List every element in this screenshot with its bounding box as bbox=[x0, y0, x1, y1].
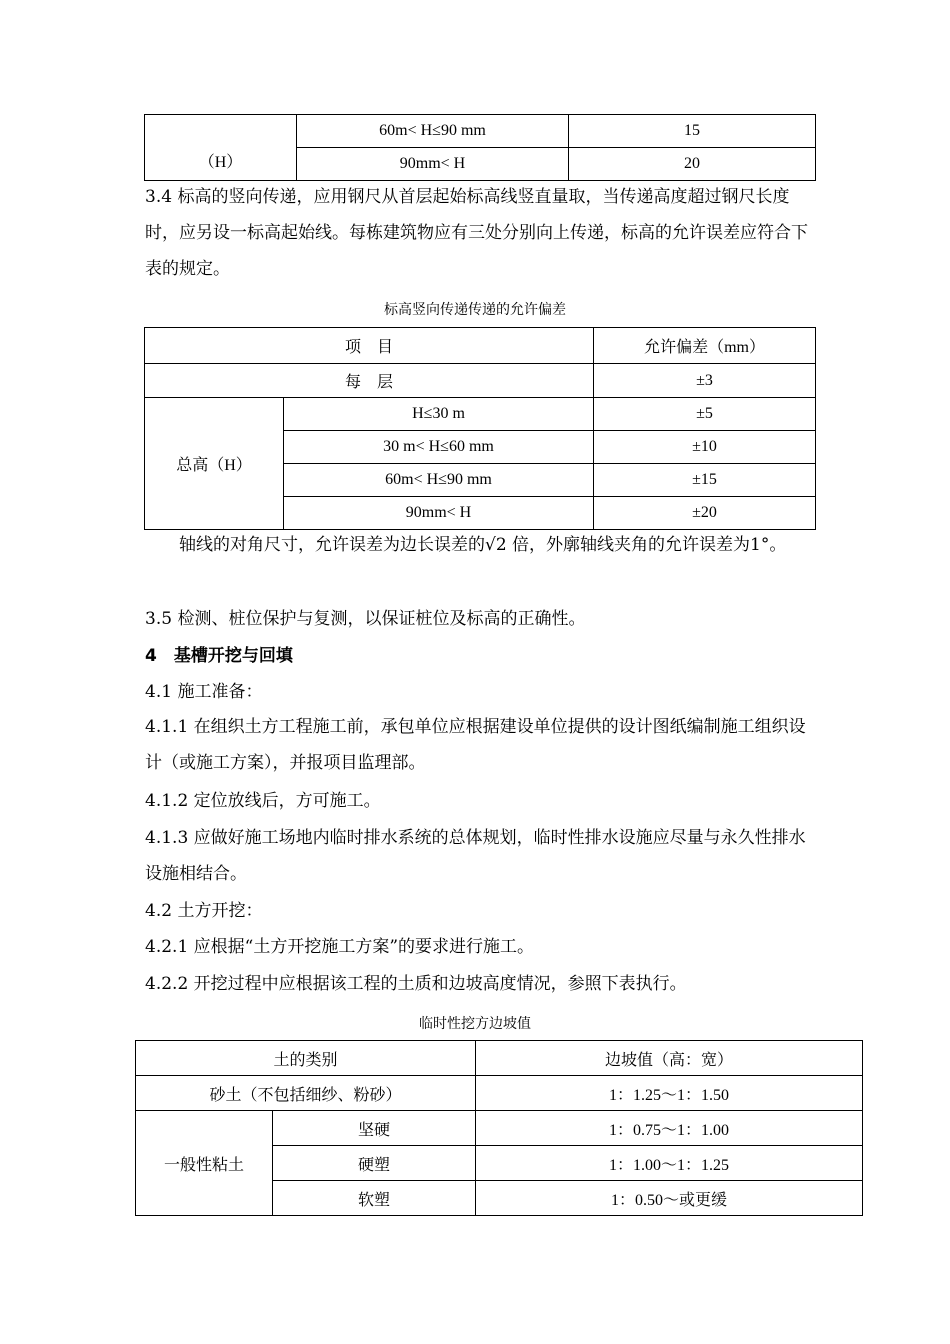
table3-state-cell: 硬塑 bbox=[273, 1146, 476, 1181]
paragraph-4-1-1: 4.1.1 在组织土方工程施工前，承包单位应根据建设单位提供的设计图纸编制施工组织设计（或施工方案），并报项目监理部。 bbox=[145, 717, 806, 773]
table2-range-cell: 30 m< H≤60 mm bbox=[284, 431, 594, 464]
table1-value-cell: 20 bbox=[569, 148, 816, 181]
paragraph-axis-tolerance: 轴线的对角尺寸，允许误差为边长误差的√2 倍，外廓轴线夹角的允许误差为1°。 bbox=[179, 535, 787, 555]
table3-caption: 临时性挖方边坡值 bbox=[419, 1016, 531, 1032]
table2-header-item: 项 目 bbox=[145, 328, 594, 364]
paragraph-4-2-2: 4.2.2 开挖过程中应根据该工程的土质和边坡高度情况，参照下表执行。 bbox=[145, 974, 687, 994]
table2-value-cell: ±10 bbox=[594, 431, 816, 464]
table3-value-cell: 1：1.00～1：1.25 bbox=[476, 1146, 863, 1181]
height-tolerance-table-continued bbox=[144, 114, 816, 181]
table2-header-tolerance: 允许偏差（mm） bbox=[594, 328, 816, 364]
table3-sand-value: 1：1.25～1：1.50 bbox=[476, 1076, 863, 1111]
paragraph-4-1-2: 4.1.2 定位放线后，方可施工。 bbox=[145, 791, 381, 811]
table1-range-cell: 60m< H≤90 mm bbox=[297, 115, 569, 148]
section-heading-4: 4 基槽开挖与回填 bbox=[145, 646, 293, 666]
table1-label-cell: （H） bbox=[145, 115, 297, 181]
table3-header-slope: 边坡值（高：宽） bbox=[476, 1041, 863, 1076]
temporary-excavation-slope-table bbox=[135, 1040, 863, 1216]
elevation-transfer-tolerance-table bbox=[144, 327, 816, 530]
paragraph-3-4: 3.4 标高的竖向传递，应用钢尺从首层起始标高线竖直量取，当传递高度超过钢尺长度时，应另设一标高起始线。每栋建筑物应有三处分别向上传递，标高的允许误差应符合下表的规定。 bbox=[145, 187, 808, 279]
table2-range-cell: 90mm< H bbox=[284, 497, 594, 530]
table2-per-floor-value: ±3 bbox=[594, 364, 816, 398]
table3-clay-label: 一般性粘土 bbox=[136, 1111, 273, 1216]
paragraph-4-2-1: 4.2.1 应根据“土方开挖施工方案”的要求进行施工。 bbox=[145, 937, 535, 957]
table3-value-cell: 1：0.50～或更缓 bbox=[476, 1181, 863, 1216]
table3-state-cell: 软塑 bbox=[273, 1181, 476, 1216]
table2-per-floor-label: 每 层 bbox=[145, 364, 594, 398]
table3-state-cell: 坚硬 bbox=[273, 1111, 476, 1146]
table2-value-cell: ±20 bbox=[594, 497, 816, 530]
table3-header-soil: 土的类别 bbox=[136, 1041, 476, 1076]
table3-value-cell: 1：0.75～1：1.00 bbox=[476, 1111, 863, 1146]
paragraph-4-2: 4.2 土方开挖： bbox=[145, 901, 263, 921]
table3-sand-label: 砂土（不包括细纱、粉砂） bbox=[136, 1076, 476, 1111]
table1-value-cell: 15 bbox=[569, 115, 816, 148]
paragraph-3-5: 3.5 检测、桩位保护与复测，以保证桩位及标高的正确性。 bbox=[145, 609, 586, 629]
table2-value-cell: ±15 bbox=[594, 464, 816, 497]
table2-caption: 标高竖向传递传递的允许偏差 bbox=[384, 302, 566, 318]
paragraph-4-1: 4.1 施工准备： bbox=[145, 682, 263, 702]
table2-total-height-label: 总高（H） bbox=[145, 398, 284, 530]
table1-range-cell: 90mm< H bbox=[297, 148, 569, 181]
table2-range-cell: H≤30 m bbox=[284, 398, 594, 431]
paragraph-4-1-3: 4.1.3 应做好施工场地内临时排水系统的总体规划，临时性排水设施应尽量与永久性排水设施相结合。 bbox=[145, 828, 806, 884]
table2-value-cell: ±5 bbox=[594, 398, 816, 431]
table2-range-cell: 60m< H≤90 mm bbox=[284, 464, 594, 497]
